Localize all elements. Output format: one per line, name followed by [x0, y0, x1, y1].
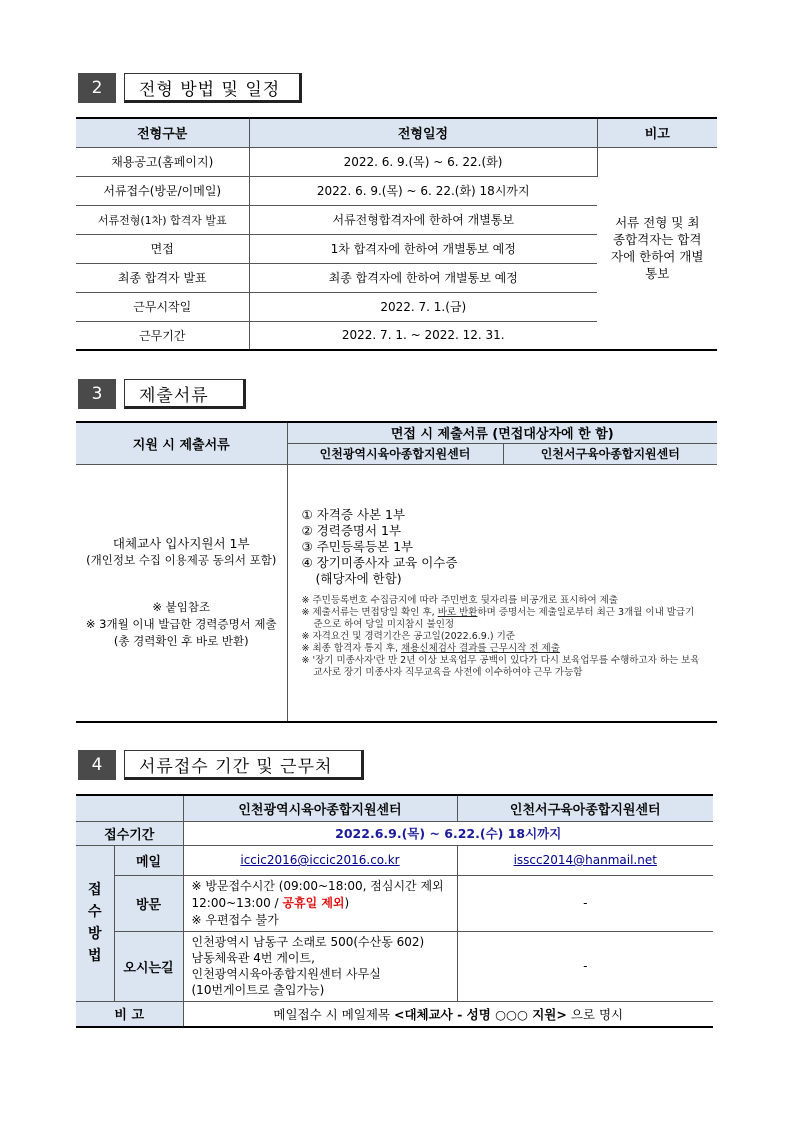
row-label: 근무기간	[76, 321, 249, 350]
row-value: 1차 합격자에 한하여 개별통보 예정	[249, 234, 597, 263]
mail-cell-2	[457, 845, 713, 875]
period-label: 접수기간	[76, 821, 183, 845]
row-label: 서류전형(1차) 합격자 발표	[76, 205, 249, 234]
section-4-header	[78, 750, 364, 780]
row-value: 2022. 7. 1. ~ 2022. 12. 31.	[249, 321, 597, 350]
submission-table	[76, 794, 713, 1028]
note-line: ※ '장기 미종사자'란 만 2년 이상 보육업무 공백이 있다가 다시 보육업무를 수행하고자 하는 보육교사로 장기 미종사자 직무교육을 사전에 이수하여야 근무 가능함	[301, 654, 700, 678]
section-title: 제출서류	[124, 379, 246, 409]
apply-doc-line: (총 경력확인 후 바로 반환)	[113, 634, 249, 649]
row-label: 서류접수(방문/이메일)	[76, 176, 249, 205]
row-label: 근무시작일	[76, 292, 249, 321]
interview-docs-cell	[287, 464, 717, 722]
row-label: 면접	[76, 234, 249, 263]
visit-cell-2: -	[457, 875, 713, 931]
route-cell-2: -	[457, 931, 713, 1001]
visit-label: 방문	[114, 875, 183, 931]
mail-link-2[interactable]: isscc2014@hanmail.net	[513, 853, 657, 867]
doc-item: ② 경력증명서 1부	[301, 522, 402, 538]
note-line: ※ 제출서류는 면접당일 확인 후, 바로 반환하며 증명서는 제출일로부터 최근 3개월 이내 발급기준으로 하여 당일 미지참시 불인정	[301, 606, 695, 630]
doc-item: ① 자격증 사본 1부	[301, 506, 406, 522]
apply-doc-line: 대체교사 입사지원서 1부	[112, 536, 250, 552]
mail-link-1[interactable]: iccic2016@iccic2016.co.kr	[240, 853, 400, 867]
visit-cell: ※ 방문접수시간 (09:00~18:00, 점심시간 제외 12:00~13:00 / 공휴일 제외) ※ 우편접수 불가	[183, 875, 457, 931]
header-center-2: 인천서구육아종합지원센터	[457, 795, 713, 821]
section-title: 서류접수 기간 및 근무처	[124, 750, 364, 780]
row-value: 2022. 6. 9.(목) ~ 6. 22.(화)	[249, 147, 597, 176]
route-cell: 인천광역시 남동구 소래로 500(수산동 602) 남동체육관 4번 게이트, 인천광역시육아종합지원센터 사무실 (10번게이트로 출입가능)	[183, 931, 457, 1001]
mail-label: 메일	[114, 845, 183, 875]
section-2-header	[78, 73, 302, 103]
header-empty	[76, 795, 183, 821]
apply-doc-line: ※ 3개월 이내 발급한 경력증명서 제출	[85, 617, 277, 632]
section-number: 2	[78, 73, 116, 103]
documents-table	[76, 421, 717, 723]
header-note: 비고	[597, 118, 717, 147]
section-number: 4	[78, 750, 116, 780]
header-center-2: 인천서구육아종합지원센터	[503, 443, 717, 464]
apply-doc-line: ※ 붙임참조	[152, 600, 211, 615]
holiday-note: 공휴일 제외	[282, 895, 345, 910]
row-value: 서류전형합격자에 한하여 개별통보	[249, 205, 597, 234]
note-line: ※ 자격요건 및 경력기간은 공고일(2022.6.9.) 기준	[301, 630, 515, 642]
header-schedule: 전형일정	[249, 118, 597, 147]
apply-doc-line: (개인정보 수집 이용제공 동의서 포함)	[86, 553, 277, 568]
doc-item: ④ 장기미종사자 교육 이수증	[301, 554, 458, 570]
remark-cell	[597, 147, 717, 350]
doc-item: ③ 주민등록등본 1부	[301, 538, 414, 554]
row-label: 채용공고(홈페이지)	[76, 147, 249, 176]
row-value: 2022. 7. 1.(금)	[249, 292, 597, 321]
remark-text: 서류 전형 및 최종합격자는 합격자에 한하여 개별통보	[611, 215, 704, 282]
doc-item: (해당자에 한함)	[315, 570, 402, 586]
remark-label: 비 고	[76, 1001, 183, 1027]
header-interview-docs: 면접 시 제출서류 (면접대상자에 한 함)	[287, 422, 717, 443]
row-value: 최종 합격자에 한하여 개별통보 예정	[249, 263, 597, 292]
header-apply-docs: 지원 시 제출서류	[76, 422, 287, 464]
method-label: 접 수 방 법	[76, 845, 114, 1001]
note-line: ※ 최종 합격자 통지 후, 채용신체검사 결과를 근무시작 전 제출	[301, 642, 560, 654]
row-value: 2022. 6. 9.(목) ~ 6. 22.(화) 18시까지	[249, 176, 597, 205]
header-center-1: 인천광역시육아종합지원센터	[183, 795, 457, 821]
remark-cell: 메일접수 시 메일제목 <대체교사 - 성명 ○○○ 지원> 으로 명시	[183, 1001, 713, 1027]
section-number: 3	[78, 379, 116, 409]
route-label: 오시는길	[114, 931, 183, 1001]
period-value: 2022.6.9.(목) ~ 6.22.(수) 18시까지	[183, 821, 713, 845]
table-row	[76, 147, 717, 176]
header-type: 전형구분	[76, 118, 249, 147]
mail-cell-1	[183, 845, 457, 875]
schedule-table	[76, 117, 717, 351]
header-center-1: 인천광역시육아종합지원센터	[287, 443, 503, 464]
apply-docs-cell	[76, 464, 287, 722]
note-line: ※ 주민등록번호 수집금지에 따라 주민번호 뒷자리를 비공개로 표시하여 제출	[301, 594, 619, 606]
row-label: 최종 합격자 발표	[76, 263, 249, 292]
section-title: 전형 방법 및 일정	[124, 73, 302, 103]
section-3-header	[78, 379, 246, 409]
